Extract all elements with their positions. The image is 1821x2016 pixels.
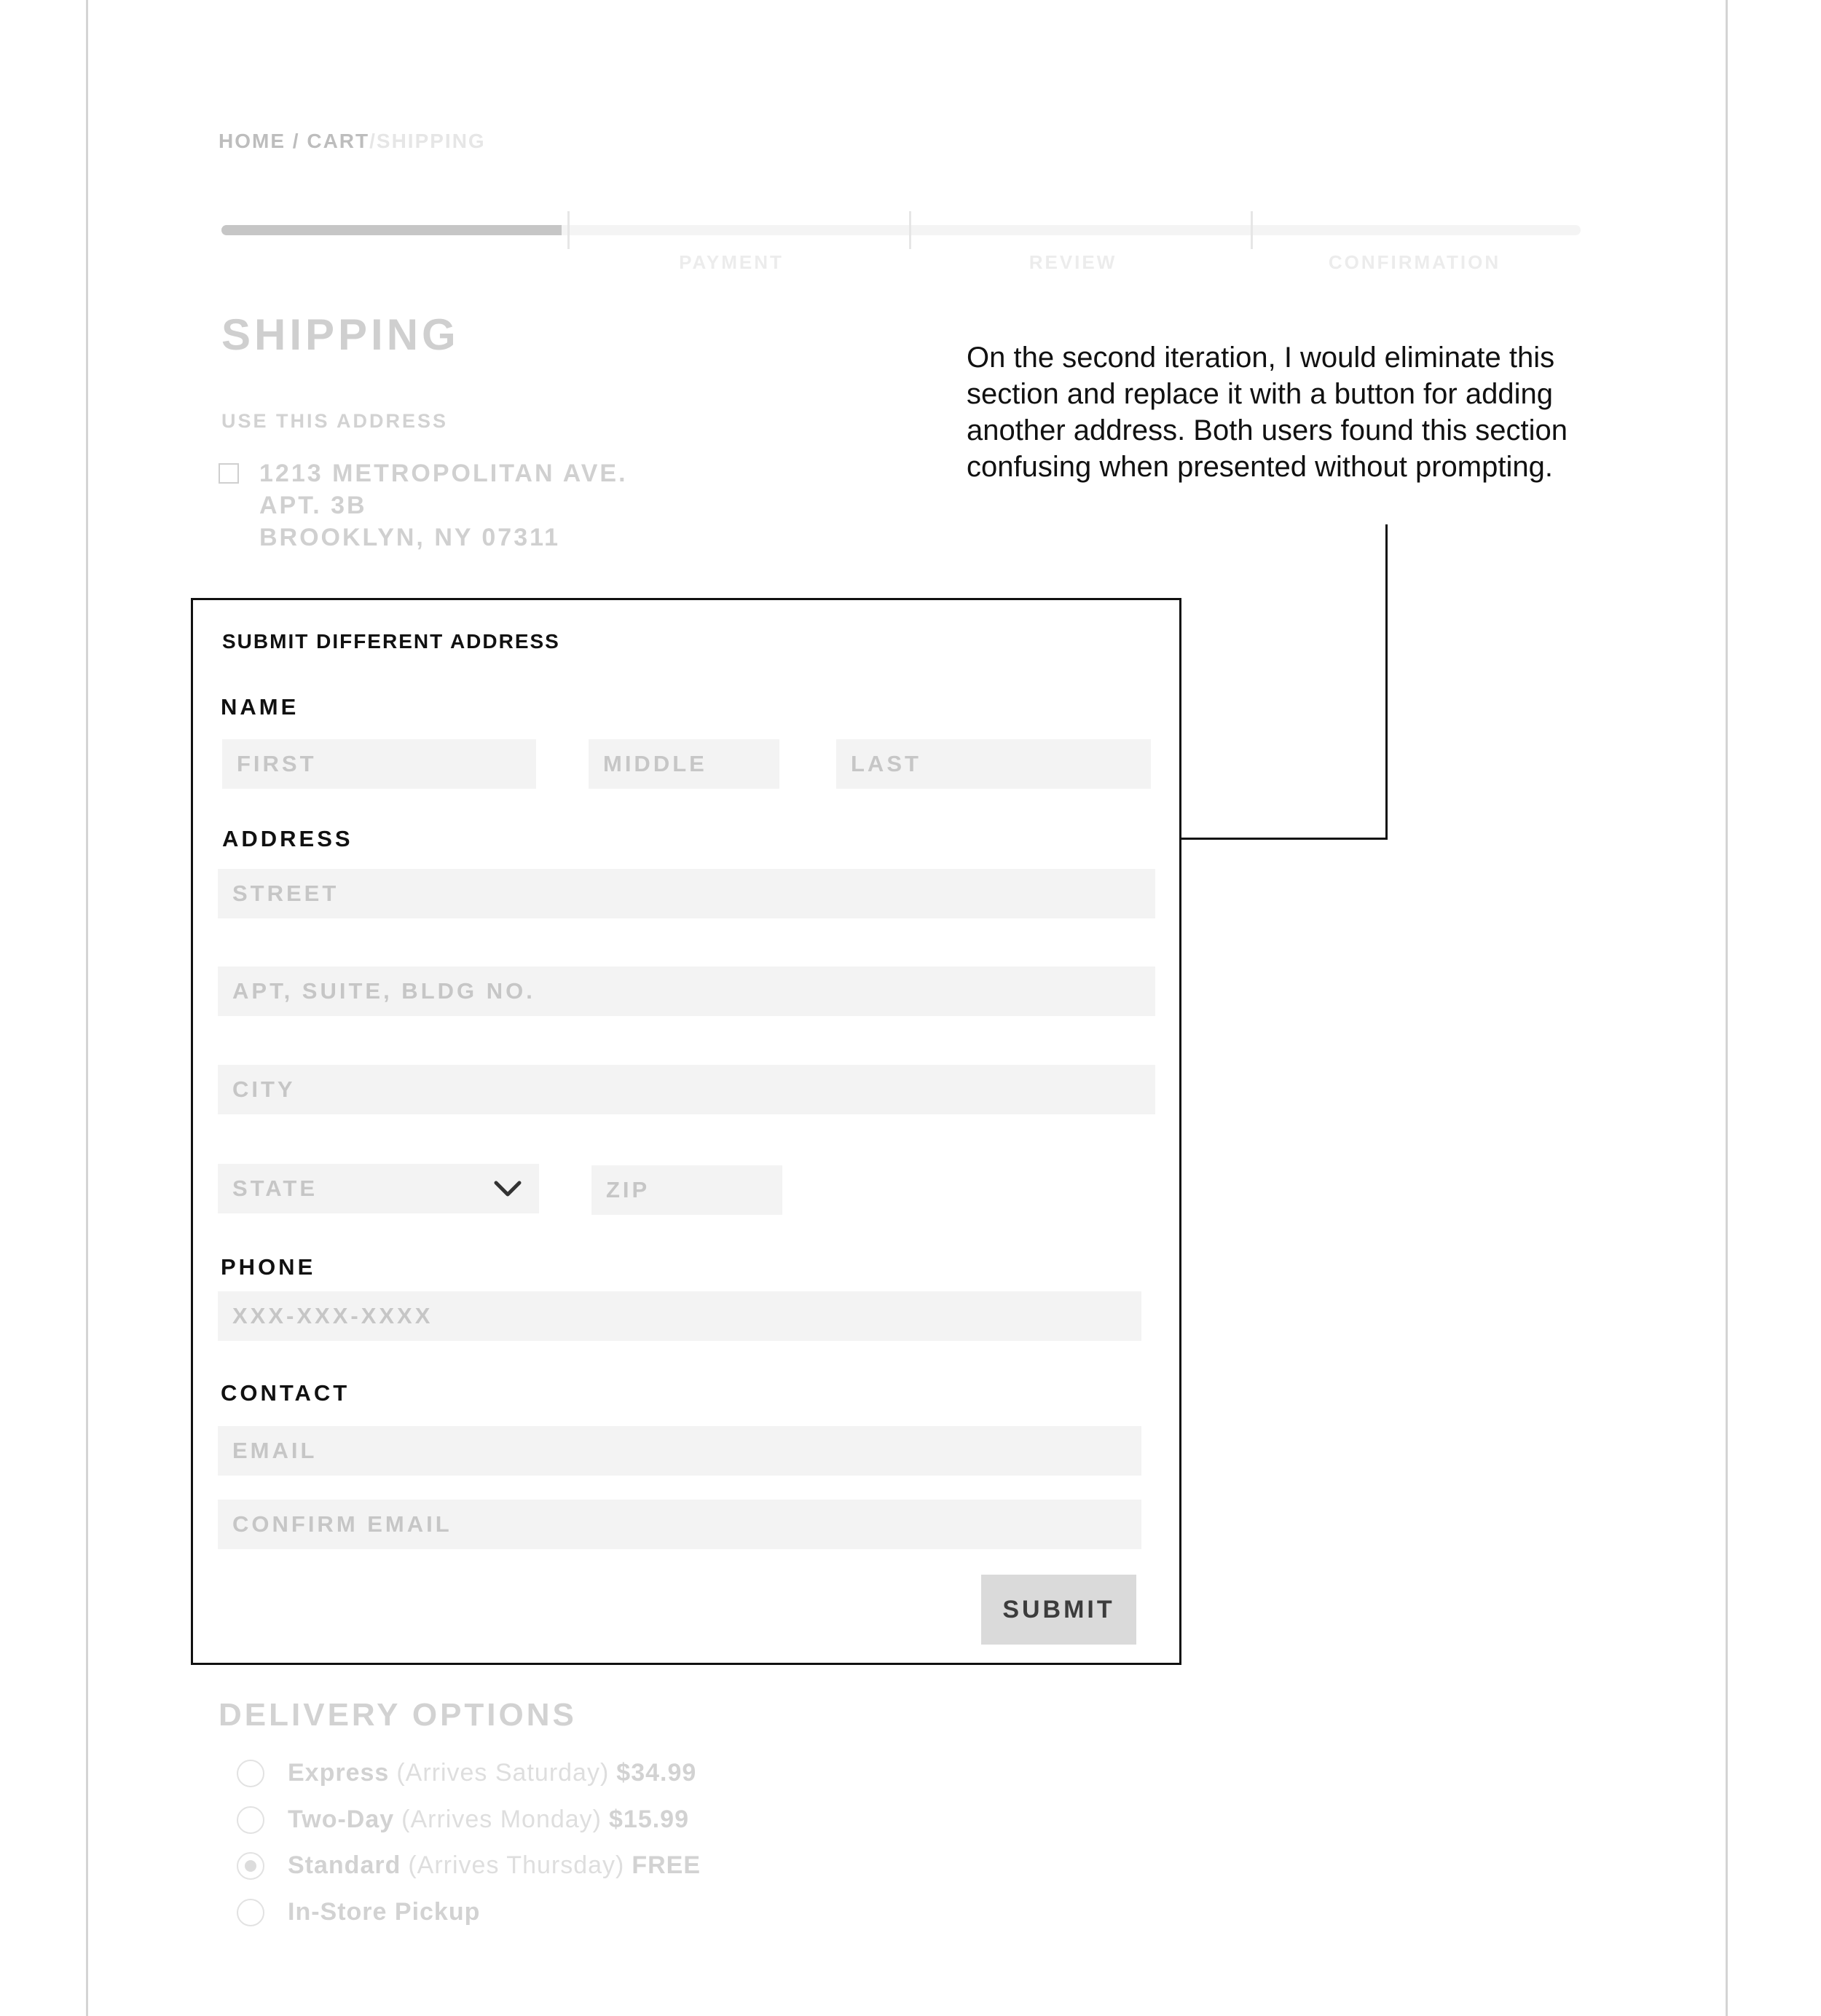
option-name: In-Store Pickup [288, 1898, 481, 1926]
breadcrumb-shipping: SHIPPING [376, 130, 486, 152]
saved-address-checkbox[interactable] [219, 463, 239, 484]
state-select-value: STATE [232, 1176, 318, 1201]
delivery-option-in-store-pickup[interactable] [237, 1898, 480, 1926]
option-price: $34.99 [616, 1759, 697, 1787]
street-input[interactable]: STREET [218, 869, 1155, 918]
submit-button[interactable]: SUBMIT [981, 1575, 1136, 1645]
annotation-connector-vertical [1385, 524, 1388, 840]
option-price: FREE [632, 1851, 701, 1879]
saved-address-line: BROOKLYN, NY 07311 [259, 524, 561, 551]
progress-step-divider [909, 211, 911, 249]
breadcrumb-cart[interactable]: CART [307, 130, 370, 152]
checkout-progress-fill [221, 225, 562, 235]
email-input[interactable]: EMAIL [218, 1426, 1141, 1476]
page-frame-left-border [86, 0, 88, 2016]
last-name-input[interactable]: LAST [836, 739, 1151, 789]
radio-button[interactable] [237, 1806, 264, 1834]
state-select[interactable] [218, 1164, 539, 1213]
radio-button[interactable] [237, 1899, 264, 1926]
contact-label: CONTACT [221, 1380, 350, 1406]
delivery-option-express[interactable] [237, 1759, 696, 1787]
chevron-down-icon [494, 1177, 522, 1199]
middle-name-input[interactable]: MIDDLE [589, 739, 779, 789]
apt-suite-input[interactable]: APT, SUITE, BLDG NO. [218, 966, 1155, 1016]
breadcrumb-separator: / [286, 130, 307, 152]
delivery-options-title: DELIVERY OPTIONS [219, 1697, 577, 1733]
option-name: Standard [288, 1851, 401, 1879]
phone-label: PHONE [221, 1254, 316, 1280]
design-annotation: On the second iteration, I would eliminate this section and replace it with a button for adding another address. Both users found this section confusing when presented without prompting. [967, 342, 1568, 483]
city-input[interactable]: CITY [218, 1065, 1155, 1114]
radio-button[interactable] [237, 1760, 264, 1787]
annotation-connector-horizontal [1180, 838, 1388, 840]
progress-step-review: REVIEW [1029, 251, 1117, 273]
saved-address-line: APT. 3B [259, 492, 367, 519]
option-name: Express [288, 1759, 390, 1787]
page-frame-right-border [1726, 0, 1728, 2016]
delivery-option-standard[interactable] [237, 1851, 701, 1880]
progress-step-divider [1251, 211, 1253, 249]
delivery-option-two-day[interactable] [237, 1806, 689, 1834]
breadcrumb [219, 130, 486, 153]
option-arrival: (Arrives Monday) [401, 1806, 602, 1833]
first-name-input[interactable]: FIRST [222, 739, 536, 789]
form-heading: SUBMIT DIFFERENT ADDRESS [222, 630, 560, 653]
name-label: NAME [221, 694, 299, 720]
progress-step-confirmation: CONFIRMATION [1328, 251, 1501, 273]
phone-input[interactable]: XXX-XXX-XXXX [218, 1291, 1141, 1341]
breadcrumb-home[interactable]: HOME [219, 130, 286, 152]
option-arrival: (Arrives Saturday) [396, 1759, 610, 1787]
option-name: Two-Day [288, 1806, 395, 1833]
address-label: ADDRESS [222, 826, 353, 851]
option-arrival: (Arrives Thursday) [408, 1851, 625, 1879]
confirm-email-input[interactable]: CONFIRM EMAIL [218, 1500, 1141, 1549]
use-this-address-label: USE THIS ADDRESS [221, 410, 449, 432]
saved-address-line: 1213 METROPOLITAN AVE. [259, 460, 628, 487]
page-title: SHIPPING [221, 310, 460, 359]
breadcrumb-separator: / [369, 130, 377, 152]
option-price: $15.99 [609, 1806, 689, 1833]
progress-step-divider [567, 211, 570, 249]
radio-button-selected[interactable] [237, 1852, 264, 1880]
progress-step-payment: PAYMENT [679, 251, 784, 273]
saved-address [259, 457, 628, 554]
zip-input[interactable]: ZIP [591, 1165, 782, 1215]
